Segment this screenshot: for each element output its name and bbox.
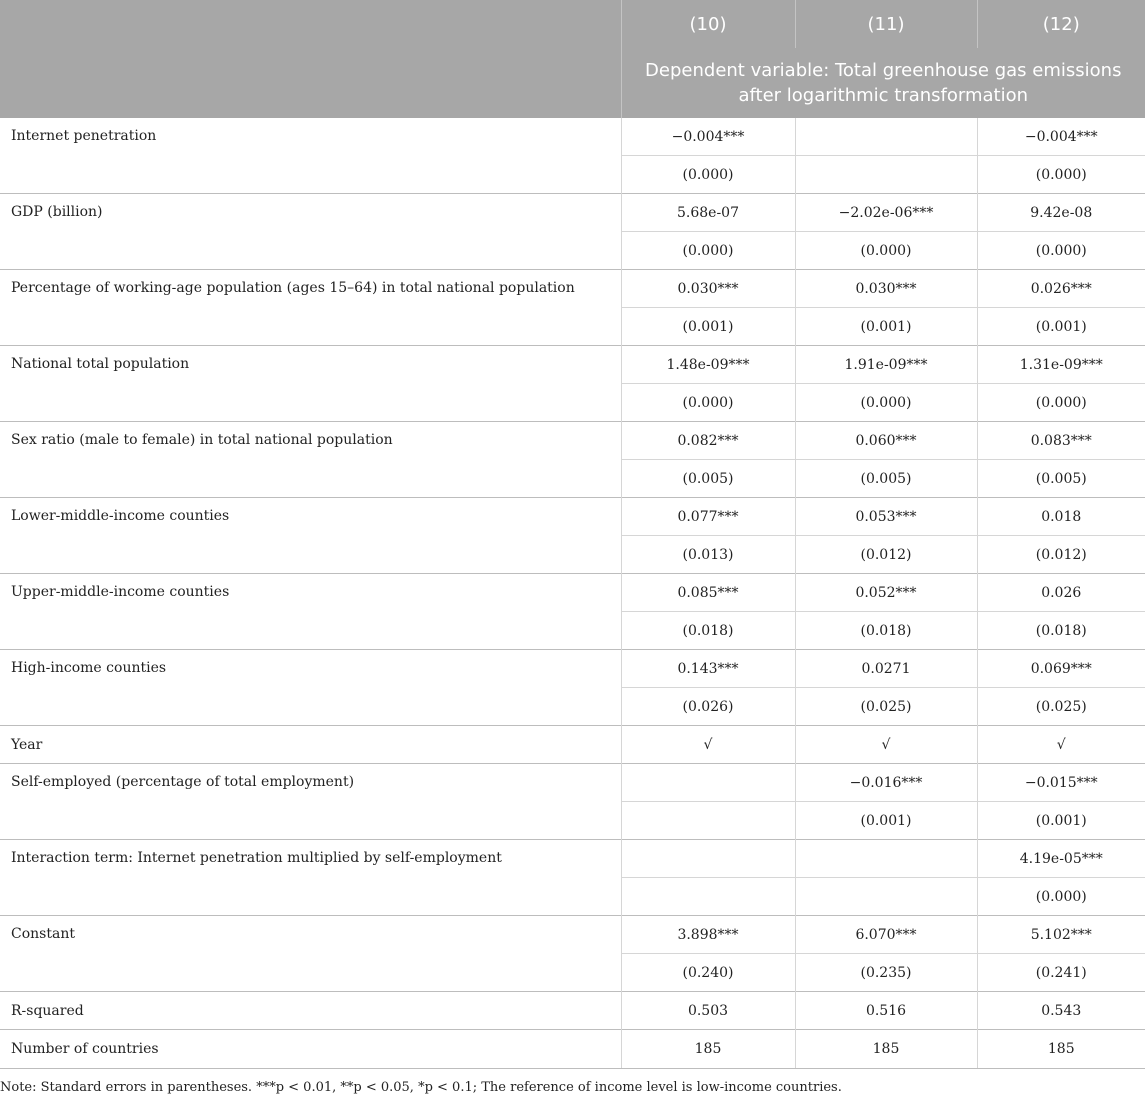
coefficient-cell: 0.030***: [795, 270, 977, 308]
coefficient-cell: 0.030***: [621, 270, 795, 308]
table-row: [0, 194, 1145, 232]
coefficient-cell: 185: [795, 1030, 977, 1069]
table-row: [0, 726, 1145, 764]
table-row: [0, 916, 1145, 954]
coefficient-cell: 0.060***: [795, 422, 977, 460]
row-label: Number of countries: [0, 1030, 621, 1069]
table-body: [0, 118, 1145, 1069]
coefficient-cell: 0.503: [621, 992, 795, 1030]
coefficient-cell: 0.052***: [795, 574, 977, 612]
coefficient-cell: 0.516: [795, 992, 977, 1030]
row-label: R-squared: [0, 992, 621, 1030]
coefficient-cell: 0.143***: [621, 650, 795, 688]
standard-error-cell: (0.018): [621, 612, 795, 650]
standard-error-cell: (0.241): [977, 954, 1145, 992]
header-blank-cell: [0, 48, 621, 118]
standard-error-cell: (0.001): [977, 802, 1145, 840]
standard-error-cell: (0.025): [795, 688, 977, 726]
table-row: [0, 840, 1145, 878]
coefficient-cell: −2.02e-06***: [795, 194, 977, 232]
column-header-10: (10): [621, 0, 795, 48]
standard-error-cell: (0.005): [795, 460, 977, 498]
row-label: Sex ratio (male to female) in total national population: [0, 422, 621, 498]
standard-error-cell: (0.001): [977, 308, 1145, 346]
standard-error-cell: [621, 802, 795, 840]
standard-error-cell: (0.000): [795, 384, 977, 422]
coefficient-cell: 4.19e-05***: [977, 840, 1145, 878]
coefficient-cell: 0.026: [977, 574, 1145, 612]
coefficient-cell: 0.082***: [621, 422, 795, 460]
header-blank-cell: [0, 0, 621, 48]
coefficient-cell: −0.004***: [977, 118, 1145, 156]
standard-error-cell: (0.000): [977, 384, 1145, 422]
coefficient-cell: 0.0271: [795, 650, 977, 688]
coefficient-cell: √: [977, 726, 1145, 764]
standard-error-cell: (0.013): [621, 536, 795, 574]
coefficient-cell: 3.898***: [621, 916, 795, 954]
standard-error-cell: (0.235): [795, 954, 977, 992]
coefficient-cell: 0.085***: [621, 574, 795, 612]
coefficient-cell: 0.077***: [621, 498, 795, 536]
row-label: Lower-middle-income counties: [0, 498, 621, 574]
row-label: Constant: [0, 916, 621, 992]
row-label: Percentage of working-age population (ages 15–64) in total national population: [0, 270, 621, 346]
row-label: Internet penetration: [11, 128, 157, 144]
standard-error-cell: (0.012): [977, 536, 1145, 574]
standard-error-cell: (0.001): [621, 308, 795, 346]
coefficient-cell: 1.91e-09***: [795, 346, 977, 384]
standard-error-cell: [795, 878, 977, 916]
standard-error-cell: (0.005): [977, 460, 1145, 498]
row-label: Upper-middle-income counties: [0, 574, 621, 650]
coefficient-cell: [621, 840, 795, 878]
standard-error-cell: (0.000): [795, 232, 977, 270]
table-row: [0, 1030, 1145, 1069]
coefficient-cell: 0.053***: [795, 498, 977, 536]
row-label: High-income counties: [0, 650, 621, 726]
coefficient-cell: 1.31e-09***: [977, 346, 1145, 384]
table-header: [0, 0, 1145, 118]
table-row: [0, 764, 1145, 802]
standard-error-cell: (0.018): [795, 612, 977, 650]
coefficient-cell: √: [795, 726, 977, 764]
standard-error-cell: (0.000): [977, 156, 1145, 194]
standard-error-cell: (0.005): [621, 460, 795, 498]
coefficient-cell: 0.543: [977, 992, 1145, 1030]
table-row: [0, 992, 1145, 1030]
coefficient-cell: −0.015***: [977, 764, 1145, 802]
table-row: [0, 270, 1145, 308]
coefficient-cell: 9.42e-08: [977, 194, 1145, 232]
standard-error-cell: (0.025): [977, 688, 1145, 726]
standard-error-cell: (0.001): [795, 308, 977, 346]
coefficient-cell: −0.004***: [621, 118, 795, 156]
standard-error-cell: (0.000): [621, 232, 795, 270]
column-header-11: (11): [795, 0, 977, 48]
coefficient-cell: −0.016***: [795, 764, 977, 802]
table-row: [0, 422, 1145, 460]
row-label: Year: [0, 726, 621, 764]
coefficient-cell: 0.018: [977, 498, 1145, 536]
table-row: [0, 118, 1145, 156]
coefficient-cell: 185: [977, 1030, 1145, 1069]
coefficient-cell: 0.083***: [977, 422, 1145, 460]
standard-error-cell: (0.001): [795, 802, 977, 840]
coefficient-cell: 185: [621, 1030, 795, 1069]
standard-error-cell: (0.012): [795, 536, 977, 574]
coefficient-cell: 6.070***: [795, 916, 977, 954]
coefficient-cell: 5.102***: [977, 916, 1145, 954]
coefficient-cell: 5.68e-07: [621, 194, 795, 232]
standard-error-cell: (0.000): [621, 156, 795, 194]
table-row: [0, 498, 1145, 536]
standard-error-cell: (0.000): [977, 232, 1145, 270]
table-row: [0, 574, 1145, 612]
standard-error-cell: [621, 878, 795, 916]
row-label: Self-employed (percentage of total employment): [0, 764, 621, 840]
row-label: National total population: [0, 346, 621, 422]
coefficient-cell: [795, 840, 977, 878]
standard-error-cell: (0.026): [621, 688, 795, 726]
table-note: Note: Standard errors in parentheses. ***p < 0.01, **p < 0.05, *p < 0.1; The reference of income level is low-income countries.: [0, 1080, 842, 1095]
standard-error-cell: [795, 156, 977, 194]
table-row: [0, 650, 1145, 688]
coefficient-cell: [621, 764, 795, 802]
row-label: Interaction term: Internet penetration multiplied by self-employment: [0, 840, 621, 916]
row-label: GDP (billion): [0, 194, 621, 270]
standard-error-cell: (0.018): [977, 612, 1145, 650]
dependent-variable-label: Dependent variable: Total greenhouse gas emissions after logarithmic transformation: [621, 48, 1145, 118]
coefficient-cell: √: [621, 726, 795, 764]
coefficient-cell: 1.48e-09***: [621, 346, 795, 384]
coefficient-cell: [795, 118, 977, 156]
coefficient-cell: 0.069***: [977, 650, 1145, 688]
standard-error-cell: (0.000): [621, 384, 795, 422]
column-header-12: (12): [977, 0, 1145, 48]
standard-error-cell: (0.000): [977, 878, 1145, 916]
coefficient-cell: 0.026***: [977, 270, 1145, 308]
standard-error-cell: (0.240): [621, 954, 795, 992]
table-row: [0, 346, 1145, 384]
